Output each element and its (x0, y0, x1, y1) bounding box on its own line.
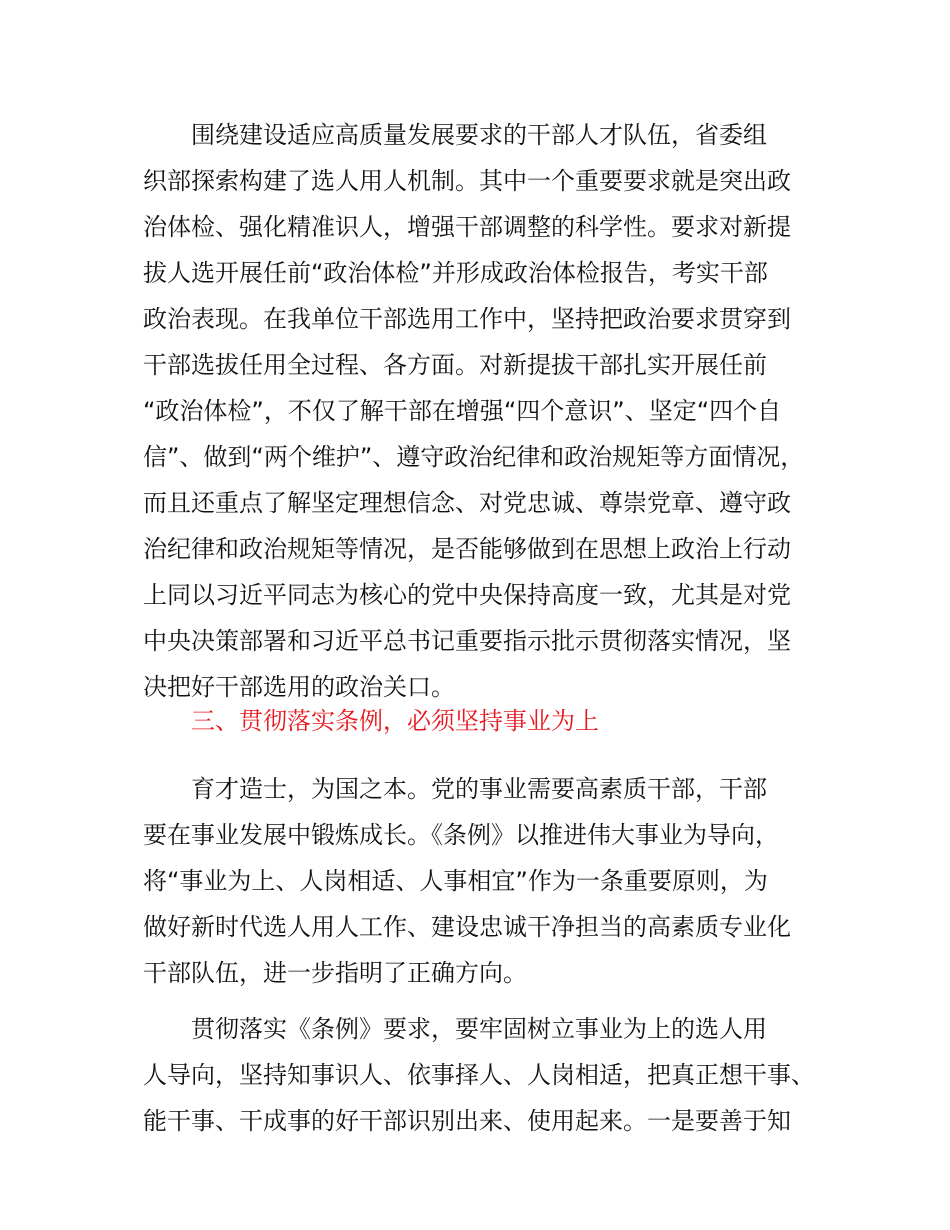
text-line: 治体检、强化精准识人，增强干部调整的科学性。要求对新提 (143, 213, 791, 241)
text-line: 干部队伍，进一步指明了正确方向。 (143, 959, 527, 987)
paragraph-implementation (143, 1006, 843, 1144)
text-line: 决把好干部选用的政治关口。 (143, 673, 455, 701)
text-line: 而且还重点了解坚定理想信念、对党忠诚、尊崇党章、遵守政 (143, 489, 791, 517)
paragraph-political-check (143, 112, 843, 710)
section-heading: 三、贯彻落实条例，必须坚持事业为上 (191, 707, 599, 735)
text-line: 育才造士，为国之本。党的事业需要高素质干部，干部 (191, 775, 767, 803)
text-line: 拔人选开展任前“政治体检”并形成政治体检报告，考实干部 (143, 259, 768, 287)
text-line: 将“事业为上、人岗相适、人事相宜”作为一条重要原则，为 (143, 867, 768, 895)
text-line: 信”、做到“两个维护”、遵守政治纪律和政治规矩等方面情况， (143, 443, 805, 471)
text-line: 中央决策部署和习近平总书记重要指示批示贯彻落实情况，坚 (143, 627, 791, 655)
text-line: 政治表现。在我单位干部选用工作中，坚持把政治要求贯穿到 (143, 305, 791, 333)
text-line: 做好新时代选人用人工作、建设忠诚干净担当的高素质专业化 (143, 913, 791, 941)
text-line: 贯彻落实《条例》要求，要牢固树立事业为上的选人用 (191, 1015, 767, 1043)
paragraph-cultivation (143, 766, 843, 996)
text-line: 织部探索构建了选人用人机制。其中一个重要要求就是突出政 (143, 167, 791, 195)
text-line: 人导向，坚持知事识人、依事择人、人岗相适，把真正想干事、 (143, 1061, 815, 1089)
text-line: 治纪律和政治规矩等情况，是否能够做到在思想上政治上行动 (143, 535, 791, 563)
text-line: 要在事业发展中锻炼成长。《条例》以推进伟大事业为导向， (143, 821, 779, 849)
text-line: 能干事、干成事的好干部识别出来、使用起来。一是要善于知 (143, 1107, 791, 1135)
text-line: “政治体检”，不仅了解干部在增强“四个意识”、坚定“四个自 (143, 397, 782, 425)
text-line: 干部选拔任用全过程、各方面。对新提拔干部扎实开展任前 (143, 351, 767, 379)
text-line: 上同以习近平同志为核心的党中央保持高度一致，尤其是对党 (143, 581, 791, 609)
text-line: 围绕建设适应高质量发展要求的干部人才队伍，省委组 (191, 121, 767, 149)
